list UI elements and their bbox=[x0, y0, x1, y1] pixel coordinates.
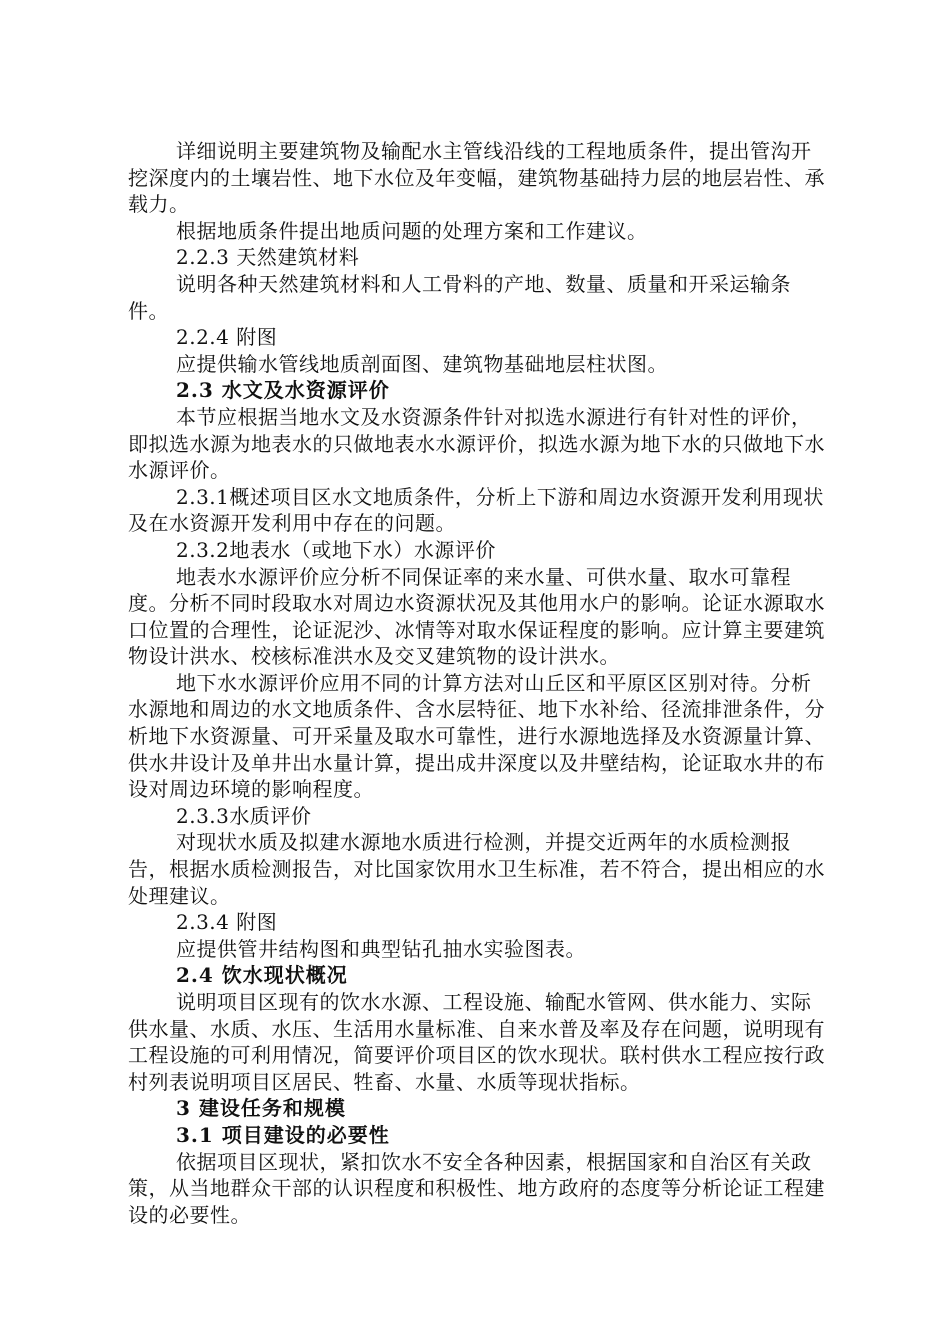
paragraph-surface-water: 地表水水源评价应分析不同保证率的来水量、可供水量、取水可靠程度。分析不同时段取水对周边水资源状况及其他用水户的影响。论证水源取水口位置的合理性，论证泥沙、冰情等对取水保证程度的影响。应计算主要建筑物设计洪水、校核标准洪水及交叉建筑物的设计洪水。 bbox=[128, 564, 825, 669]
paragraph-water-quality: 对现状水质及拟建水源地水质进行检测，并提交近两年的水质检测报告，根据水质检测报告，对比国家饮用水卫生标准，若不符合，提出相应的水处理建议。 bbox=[128, 830, 825, 908]
paragraph-groundwater: 地下水水源评价应用不同的计算方法对山丘区和平原区区别对待。分析水源地和周边的水文地质条件、含水层特征、地下水补给、径流排泄条件，分析地下水资源量、可开采量及取水可靠性，进行水源地选择及水资源量计算、供水井设计及单井出水量计算，提出成井深度以及井壁结构，论证取水井的布设对周边环境的影响程度。 bbox=[128, 670, 825, 802]
paragraph-necessity: 依据项目区现状，紧扣饮水不安全各种因素，根据国家和自治区有关政策，从当地群众干部的认识程度和积极性、地方政府的态度等分析论证工程建设的必要性。 bbox=[128, 1149, 825, 1227]
section-heading-3-1: 3.1 项目建设的必要性 bbox=[176, 1122, 390, 1147]
subheading-2-2-3: 2.2.3 天然建筑材料 bbox=[176, 245, 360, 270]
paragraph-geology-solutions: 根据地质条件提出地质问题的处理方案和工作建议。 bbox=[176, 218, 648, 243]
subheading-2-3-4: 2.3.4 附图 bbox=[176, 910, 278, 935]
paragraph-attachments-2-3-4: 应提供管井结构图和典型钻孔抽水实验图表。 bbox=[176, 936, 586, 961]
chapter-heading-3: 3 建设任务和规模 bbox=[176, 1096, 346, 1121]
paragraph-hydrology-intro: 本节应根据当地水文及水资源条件针对拟选水源进行有针对性的评价，即拟选水源为地表水的只做地表水水源评价，拟选水源为地下水的只做地下水水源评价。 bbox=[128, 404, 825, 483]
paragraph-attachments-2-2-4: 应提供输水管线地质剖面图、建筑物基础地层柱状图。 bbox=[176, 351, 668, 376]
subheading-2-3-2: 2.3.2地表水（或地下水）水源评价 bbox=[176, 537, 496, 562]
section-heading-2-4: 2.4 饮水现状概况 bbox=[176, 963, 348, 988]
section-heading-2-3: 2.3 水文及水资源评价 bbox=[176, 378, 390, 403]
paragraph-2-3-1: 2.3.1概述项目区水文地质条件，分析上下游和周边水资源开发利用现状及在水资源开发利用中存在的问题。 bbox=[128, 484, 824, 536]
subheading-2-3-3: 2.3.3水质评价 bbox=[176, 803, 312, 828]
paragraph-geology-conditions: 详细说明主要建筑物及输配水主管线沿线的工程地质条件，提出管沟开挖深度内的土壤岩性、地下水位及年变幅，建筑物基础持力层的地层岩性、承载力。 bbox=[128, 139, 825, 217]
document-body bbox=[128, 138, 828, 1228]
paragraph-materials: 说明各种天然建筑材料和人工骨料的产地、数量、质量和开采运输条件。 bbox=[128, 271, 791, 323]
subheading-2-2-4: 2.2.4 附图 bbox=[176, 325, 278, 350]
paragraph-drinking-water-status: 说明项目区现有的饮水水源、工程设施、输配水管网、供水能力、实际供水量、水质、水压、生活用水量标准、自来水普及率及存在问题，说明现有工程设施的可利用情况，简要评价项目区的饮水现状。联村供水工程应按行政村列表说明项目区居民、牲畜、水量、水质等现状指标。 bbox=[128, 990, 825, 1094]
